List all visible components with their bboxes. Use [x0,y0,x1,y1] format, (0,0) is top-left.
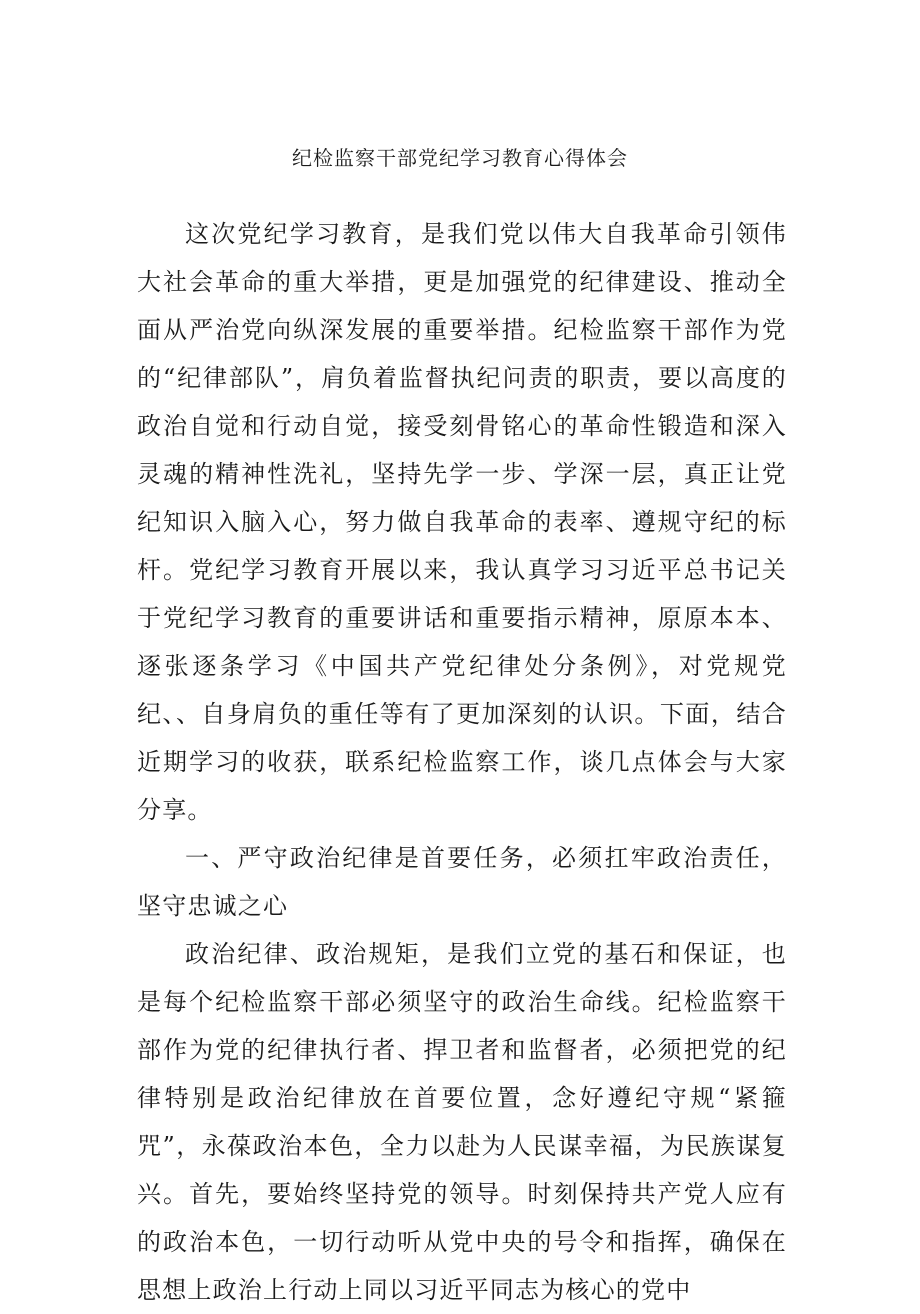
paragraph-intro: 这次党纪学习教育，是我们党以伟大自我革命引领伟大社会革命的重大举措，更是加强党的纪律建设、推动全面从严治党向纵深发展的重要举措。纪检监察干部作为党的“纪律部队”，肩负着监督执纪问责的职责，要以高度的政治自觉和行动自觉，接受刻骨铭心的革命性锻造和深入灵魂的精神性洗礼，坚持先学一步、学深一层，真正让党纪知识入脑入心，努力做自我革命的表率、遵规守纪的标杆。党纪学习教育开展以来，我认真学习习近平总书记关于党纪学习教育的重要讲话和重要指示精神，原原本本、逐张逐条学习《中国共产党纪律处分条例》，对党规党纪、、自身肩负的重任等有了更加深刻的认识。下面，结合近期学习的收获，联系纪检监察工作，谈几点体会与大家分享。 [137,220,787,824]
paragraph-section-1: 政治纪律、政治规矩，是我们立党的基石和保证，也是每个纪检监察干部必须坚守的政治生命线。纪检监察干部作为党的纪律执行者、捍卫者和监督者，必须把党的纪律特别是政治纪律放在首要位置，念好遵纪守规“紧箍咒”，永葆政治本色，全力以赴为人民谋幸福，为民族谋复兴。首先，要始终坚持党的领导。时刻保持共产党人应有的政治本色，一切行动听从党中央的号令和指挥，确保在思想上政治上行动上同以习近平同志为核心的党中 [137,940,787,1304]
document-title: 纪检监察干部党纪学习教育心得体会 [292,146,628,170]
document-body [137,210,787,1314]
section-heading-1: 一、严守政治纪律是首要任务，必须扛牢政治责任，坚守忠诚之心 [137,844,787,920]
